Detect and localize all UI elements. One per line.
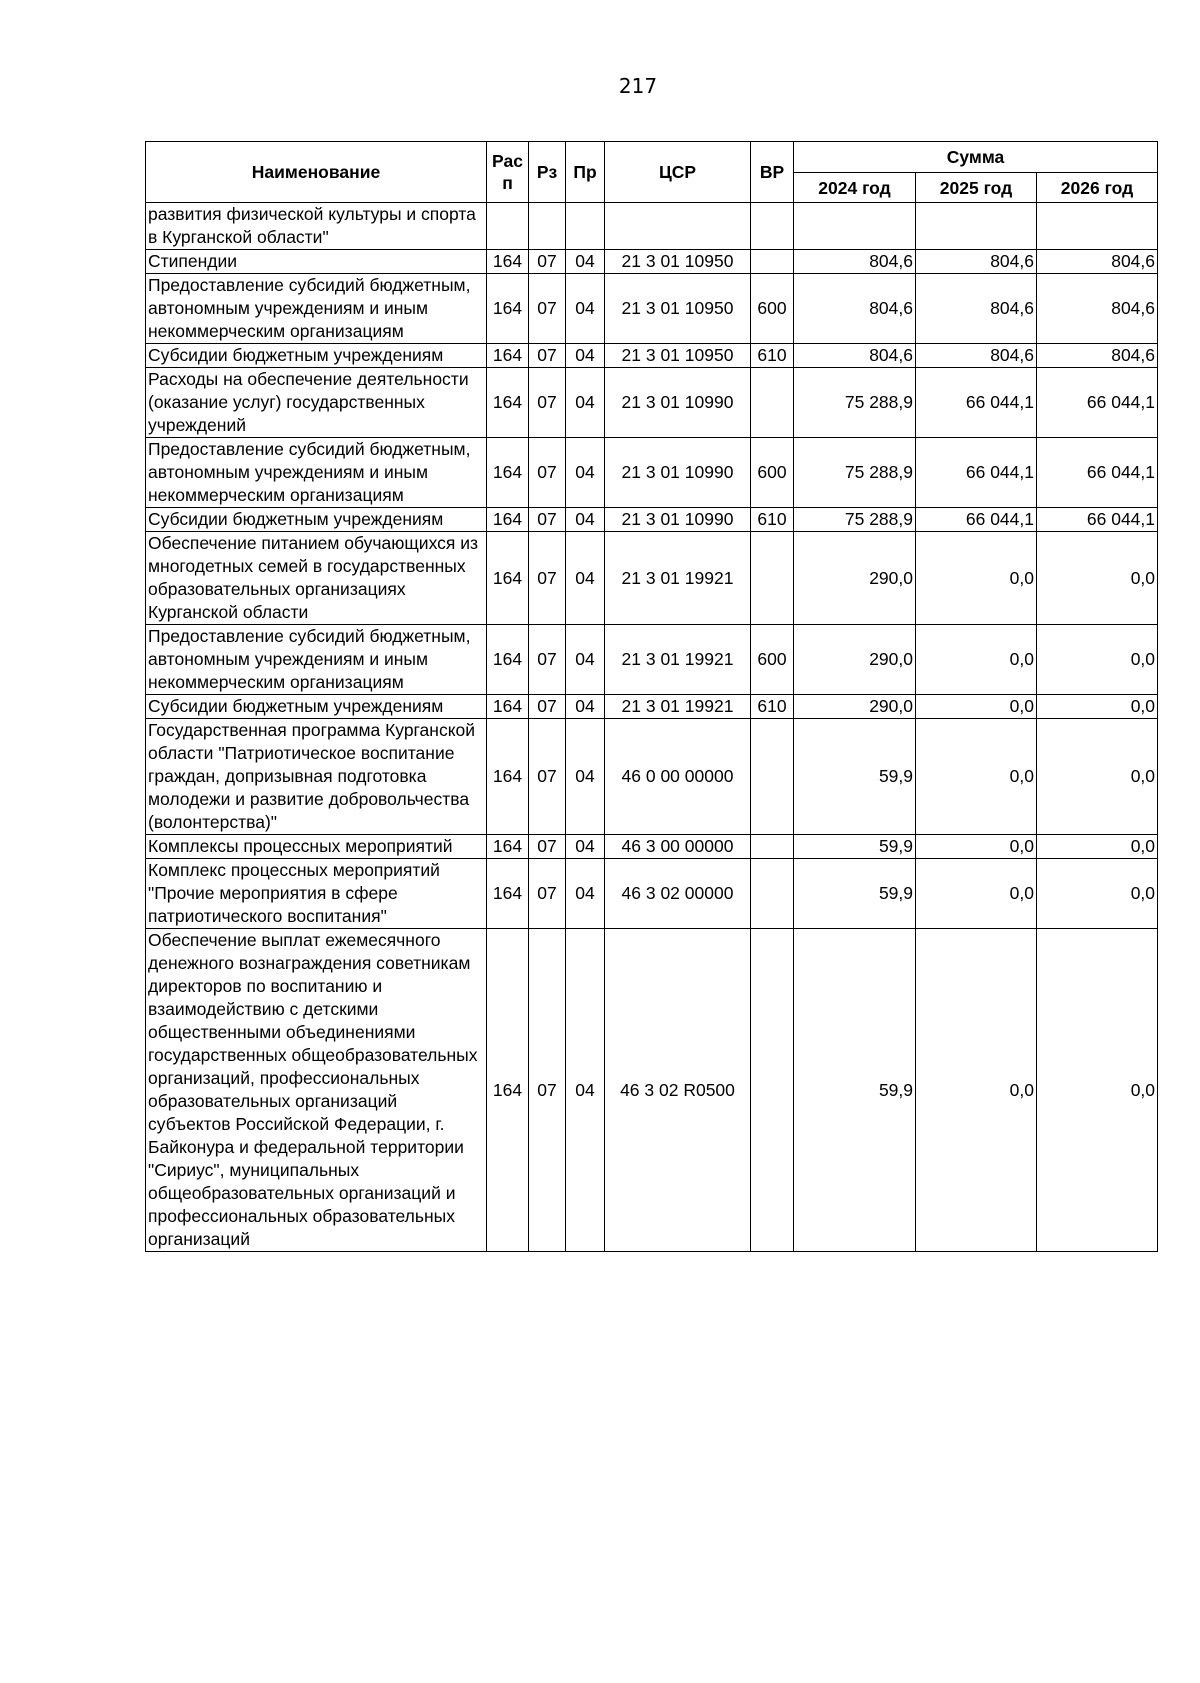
cell-2026: 0,0: [1037, 625, 1158, 695]
cell-2024: 290,0: [794, 532, 916, 625]
table-row: [146, 344, 1158, 368]
cell-vr: 610: [751, 695, 794, 719]
cell-2024: 75 288,9: [794, 438, 916, 508]
cell-2024: 804,6: [794, 274, 916, 344]
cell-pr: 04: [566, 250, 605, 274]
cell-name: Обеспечение выплат ежемесячного денежного вознаграждения советникам директоров по воспитанию и взаимодействию с детскими общественными объединениями государственных общеобразовательных организаций, профессиональных образовательных организаций субъектов Российской Федерации, г. Байконура и федеральной территории "Сириус", муниципальных общеобразовательных организаций и профессиональных образовательных организаций: [146, 929, 487, 1252]
header-sum: Сумма: [794, 142, 1158, 173]
cell-pr: 04: [566, 274, 605, 344]
cell-rz: 07: [529, 508, 566, 532]
cell-vr: [751, 203, 794, 250]
cell-name: Расходы на обеспечение деятельности (оказание услуг) государственных учреждений: [146, 368, 487, 438]
table-row: [146, 532, 1158, 625]
cell-2025: 0,0: [916, 929, 1037, 1252]
cell-rasp: 164: [487, 859, 529, 929]
cell-name: Субсидии бюджетным учреждениям: [146, 508, 487, 532]
header-2026: 2026 год: [1037, 173, 1158, 203]
table-row: [146, 719, 1158, 835]
cell-csr: 21 3 01 10990: [605, 508, 751, 532]
cell-2025: 0,0: [916, 835, 1037, 859]
cell-csr: 21 3 01 10950: [605, 274, 751, 344]
header-rz: Рз: [529, 142, 566, 203]
cell-rz: 07: [529, 859, 566, 929]
cell-rasp: 164: [487, 532, 529, 625]
cell-vr: 600: [751, 625, 794, 695]
table-row: [146, 929, 1158, 1252]
cell-csr: 46 3 02 00000: [605, 859, 751, 929]
cell-2026: 804,6: [1037, 344, 1158, 368]
cell-2024: 59,9: [794, 859, 916, 929]
cell-2024: 804,6: [794, 344, 916, 368]
cell-vr: [751, 859, 794, 929]
cell-rasp: 164: [487, 250, 529, 274]
cell-rasp: 164: [487, 274, 529, 344]
cell-pr: 04: [566, 625, 605, 695]
cell-2024: 59,9: [794, 719, 916, 835]
cell-2026: 0,0: [1037, 532, 1158, 625]
cell-vr: 610: [751, 508, 794, 532]
cell-2024: 804,6: [794, 250, 916, 274]
cell-rasp: 164: [487, 835, 529, 859]
cell-2024: 290,0: [794, 695, 916, 719]
cell-rasp: 164: [487, 929, 529, 1252]
cell-csr: 21 3 01 10990: [605, 438, 751, 508]
cell-name: Предоставление субсидий бюджетным, автономным учреждениям и иным некоммерческим организациям: [146, 625, 487, 695]
table-body: [146, 203, 1158, 1252]
cell-name: Комплекс процессных мероприятий "Прочие мероприятия в сфере патриотического воспитания": [146, 859, 487, 929]
cell-vr: 600: [751, 274, 794, 344]
cell-pr: 04: [566, 929, 605, 1252]
cell-vr: 600: [751, 438, 794, 508]
budget-table: [145, 141, 1158, 1252]
cell-vr: [751, 719, 794, 835]
cell-pr: 04: [566, 719, 605, 835]
cell-pr: 04: [566, 532, 605, 625]
cell-rasp: 164: [487, 344, 529, 368]
cell-pr: 04: [566, 695, 605, 719]
cell-rz: 07: [529, 929, 566, 1252]
cell-2026: 0,0: [1037, 929, 1158, 1252]
header-csr: ЦСР: [605, 142, 751, 203]
cell-pr: 04: [566, 438, 605, 508]
cell-2026: 0,0: [1037, 695, 1158, 719]
cell-rz: 07: [529, 250, 566, 274]
cell-rz: 07: [529, 344, 566, 368]
cell-2026: 0,0: [1037, 835, 1158, 859]
cell-name: Государственная программа Курганской области "Патриотическое воспитание граждан, допризывная подготовка молодежи и развитие добровольчества (волонтерства)": [146, 719, 487, 835]
table-header-row: [146, 142, 1158, 173]
cell-2025: 66 044,1: [916, 368, 1037, 438]
page-number: 217: [618, 74, 658, 98]
header-rasp: Рас п: [487, 142, 529, 203]
cell-2025: 66 044,1: [916, 438, 1037, 508]
cell-2026: 804,6: [1037, 250, 1158, 274]
cell-pr: 04: [566, 368, 605, 438]
cell-rz: 07: [529, 368, 566, 438]
cell-rz: 07: [529, 625, 566, 695]
cell-rz: 07: [529, 719, 566, 835]
cell-2024: [794, 203, 916, 250]
cell-2026: 66 044,1: [1037, 508, 1158, 532]
cell-name: развития физической культуры и спорта в Курганской области": [146, 203, 487, 250]
cell-vr: [751, 835, 794, 859]
cell-pr: 04: [566, 859, 605, 929]
cell-rasp: 164: [487, 625, 529, 695]
header-name: Наименование: [146, 142, 487, 203]
cell-csr: 21 3 01 10950: [605, 250, 751, 274]
cell-2026: 66 044,1: [1037, 438, 1158, 508]
table-row: [146, 203, 1158, 250]
cell-csr: [605, 203, 751, 250]
cell-vr: [751, 532, 794, 625]
cell-name: Субсидии бюджетным учреждениям: [146, 344, 487, 368]
cell-name: Стипендии: [146, 250, 487, 274]
cell-2026: 0,0: [1037, 719, 1158, 835]
cell-csr: 46 3 02 R0500: [605, 929, 751, 1252]
cell-vr: [751, 368, 794, 438]
cell-vr: [751, 250, 794, 274]
cell-2025: 66 044,1: [916, 508, 1037, 532]
table-row: [146, 508, 1158, 532]
cell-name: Обеспечение питанием обучающихся из многодетных семей в государственных образовательных организациях Курганской области: [146, 532, 487, 625]
cell-rasp: 164: [487, 508, 529, 532]
cell-2025: 804,6: [916, 250, 1037, 274]
table-row: [146, 835, 1158, 859]
table-row: [146, 250, 1158, 274]
cell-name: Субсидии бюджетным учреждениям: [146, 695, 487, 719]
cell-2026: 0,0: [1037, 859, 1158, 929]
cell-csr: 21 3 01 19921: [605, 695, 751, 719]
cell-rasp: 164: [487, 719, 529, 835]
cell-rasp: 164: [487, 368, 529, 438]
cell-rz: 07: [529, 695, 566, 719]
header-2025: 2025 год: [916, 173, 1037, 203]
cell-csr: 21 3 01 19921: [605, 625, 751, 695]
cell-2024: 75 288,9: [794, 368, 916, 438]
cell-pr: 04: [566, 835, 605, 859]
cell-2026: [1037, 203, 1158, 250]
cell-csr: 21 3 01 10990: [605, 368, 751, 438]
cell-2024: 59,9: [794, 835, 916, 859]
table-row: [146, 274, 1158, 344]
cell-pr: 04: [566, 508, 605, 532]
cell-rz: 07: [529, 274, 566, 344]
table-row: [146, 368, 1158, 438]
table-row: [146, 695, 1158, 719]
cell-2024: 75 288,9: [794, 508, 916, 532]
cell-csr: 46 3 00 00000: [605, 835, 751, 859]
cell-csr: 46 0 00 00000: [605, 719, 751, 835]
cell-2025: 0,0: [916, 719, 1037, 835]
cell-pr: [566, 203, 605, 250]
cell-csr: 21 3 01 10950: [605, 344, 751, 368]
table-row: [146, 438, 1158, 508]
cell-2026: 66 044,1: [1037, 368, 1158, 438]
cell-name: Комплексы процессных мероприятий: [146, 835, 487, 859]
cell-rz: 07: [529, 438, 566, 508]
cell-rasp: 164: [487, 438, 529, 508]
cell-2024: 59,9: [794, 929, 916, 1252]
cell-2025: 0,0: [916, 625, 1037, 695]
header-pr: Пр: [566, 142, 605, 203]
cell-vr: 610: [751, 344, 794, 368]
cell-2025: 804,6: [916, 344, 1037, 368]
header-2024: 2024 год: [794, 173, 916, 203]
cell-2025: 0,0: [916, 695, 1037, 719]
cell-pr: 04: [566, 344, 605, 368]
cell-2025: 804,6: [916, 274, 1037, 344]
cell-vr: [751, 929, 794, 1252]
cell-2024: 290,0: [794, 625, 916, 695]
cell-csr: 21 3 01 19921: [605, 532, 751, 625]
cell-rasp: [487, 203, 529, 250]
cell-2025: [916, 203, 1037, 250]
cell-2026: 804,6: [1037, 274, 1158, 344]
cell-rasp: 164: [487, 695, 529, 719]
cell-name: Предоставление субсидий бюджетным, автономным учреждениям и иным некоммерческим организациям: [146, 274, 487, 344]
cell-rz: 07: [529, 532, 566, 625]
cell-rz: [529, 203, 566, 250]
header-vr: ВР: [751, 142, 794, 203]
cell-rz: 07: [529, 835, 566, 859]
cell-2025: 0,0: [916, 859, 1037, 929]
table-row: [146, 625, 1158, 695]
cell-name: Предоставление субсидий бюджетным, автономным учреждениям и иным некоммерческим организациям: [146, 438, 487, 508]
table-row: [146, 859, 1158, 929]
cell-2025: 0,0: [916, 532, 1037, 625]
